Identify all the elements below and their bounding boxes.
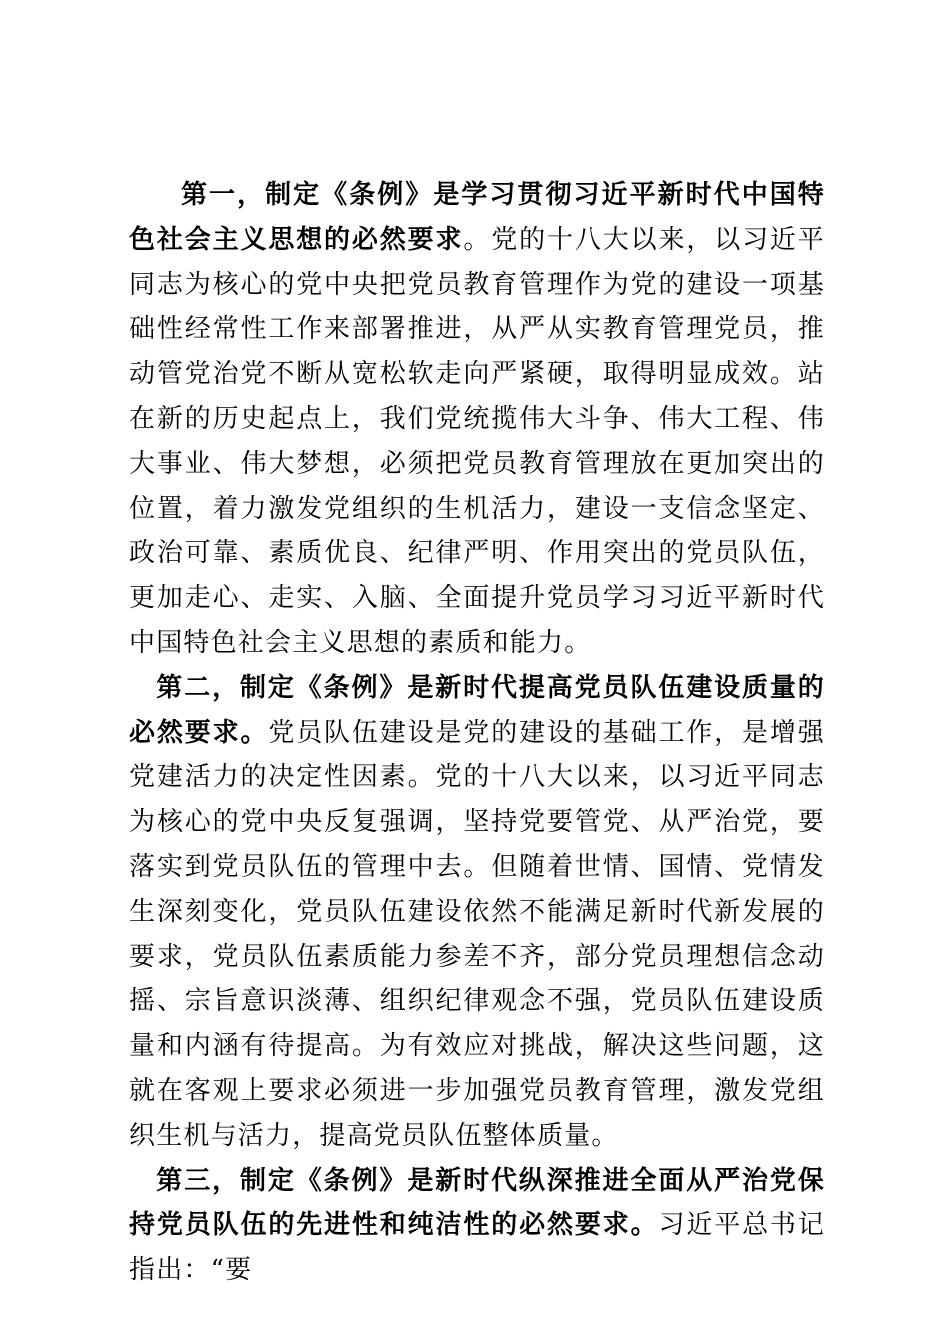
paragraph-3-text: 习近平总书记指出：“要 xyxy=(129,1210,825,1286)
paragraph-2-lead: 第二，制定《条例》是新时代提高党员队伍建设质量的必然要求。 xyxy=(129,672,825,748)
paragraph-3-lead: 第三，制定《条例》是新时代纵深推进全面从严治党保持党员队伍的先进性和纯洁性的必然要求。 xyxy=(129,1165,825,1241)
paragraph-3 xyxy=(129,1159,825,1293)
paragraph-1-lead: 第一，制定《条例》是学习贯彻习近平新时代中国特色社会主义思想的必然要求 xyxy=(129,180,825,255)
paragraph-2 xyxy=(129,666,825,1159)
paragraph-1 xyxy=(129,173,825,666)
document-body xyxy=(129,173,825,1293)
paragraph-1-text: 。党的十八大以来，以习近平同志为核心的党中央把党员教育管理作为党的建设一项基础性经常性工作来部署推进，从严从实教育管理党员，推动管党治党不断从宽松软走向严紧硬，取得明显成效。站在新的历史起点上，我们党统揽伟大斗争、伟大工程、伟大事业、伟大梦想，必须把党员教育管理放在更加突出的位置，着力激发党组织的生机活力，建设一支信念坚定、政治可靠、素质优良、纪律严明、作用突出的党员队伍，更加走心、走实、入脑、全面提升党员学习习近平新时代中国特色社会主义思想的素质和能力。 xyxy=(129,224,825,658)
paragraph-2-text: 党员队伍建设是党的建设的基础工作，是增强党建活力的决定性因素。党的十八大以来，以习近平同志为核心的党中央反复强调，坚持党要管党、从严治党，要落实到党员队伍的管理中去。但随着世情、国情、党情发生深刻变化，党员队伍建设依然不能满足新时代新发展的要求，党员队伍素质能力参差不齐，部分党员理想信念动摇、宗旨意识淡薄、组织纪律观念不强，党员队伍建设质量和内涵有待提高。为有效应对挑战，解决这些问题，这就在客观上要求必须进一步加强党员教育管理，激发党组织生机与活力，提高党员队伍整体质量。 xyxy=(129,717,825,1151)
